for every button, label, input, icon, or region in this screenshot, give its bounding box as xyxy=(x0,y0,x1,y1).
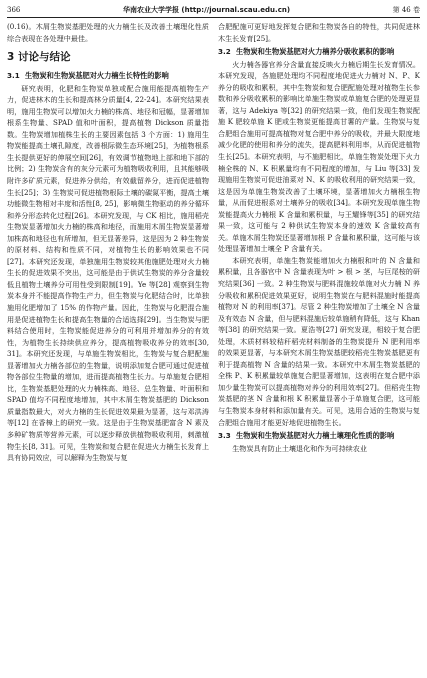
subsection-number: 3.1 xyxy=(7,71,20,81)
subsection-number: 3.2 xyxy=(218,47,231,57)
journal-title: 华南农业大学学报 (http://journal.scau.edu.cn) xyxy=(122,6,291,14)
body-paragraph: 研究表明，化肥和生物炭单独或配合施用能提高植物生产力，促进林木的生长和提高林分质量[4, 22-24]。本研究结果表明，施用生物炭可以增加火力楠的株高、地径和冠幅，显著增加根系生物量、SPAD 值和叶面积，提高植物 Dickson 质量指数。生物炭增加植株生长的主要因素包括 3 个方面：1) 施用生物炭能提高土壤孔隙度，改善根际微生态环境[25]，为植物根系生长提供更好的伸展空间[26]，有效调节植物地上部和地下部的比例；2) 生物炭含有的灰分元素可为植物吸收利用，且其能够吸附许多矿质元素，促进养分供给，有效截留养分，进而促进植物生长[25]；3) 生物炭可促进植物根际土壤的碳氮平衡，提高土壤功能微生物相对丰度和活性[8, 25]，影响微生物驱动的养分循环和养分形态转化过程[26]。本研究发现，与 CK 相比，施用稻壳生物炭显著增加火力楠的株高和地径，而施用木屑生物炭显著增加株高和地径也有所增加，但无显著差异，这是因为 2 种生物炭的原材料、结构和性质不同，对植物生长的影响效果也不同[27]。本研究还发现，单独施用生物炭较其他施肥处理对火力楠生长的促进效果不突出，这可能是由于供试生物炭的养分含量较低且植物土壤养分可用性受到限制[19]。Ye 等[28] 观察到生物炭本身并不能提高作物生产力，但生物炭与化肥结合时，比单独施用化肥增加了 15% 的作物产量。因此，生物炭与化肥混合施用是促进植物生长和提高生物量的合适选择[29]。当生物炭与肥料结合使用时，生物炭能促进养分的可利用并增加养分的有效性，为植物生长持续供应养分，提高植物吸收养分的效率[30, 31]。本研究还发现，与单施生物炭相比，生物炭与复合肥配施显著增加火力楠各部位的生物量，说明添加复合肥可通过促进植物各部位生物量的增加，进而提高植物生长力。与单施复合肥相比，生物炭基肥处理的火力楠株高、地径、总生物量、叶面积和 SPAD 值均不同程度地增加，其中木屑生物炭基肥的 Dickson 质量指数最大，对火力楠的生长促进效果最为显著，这与邓洪涛等[12] 在香樟上的研究一致。这是由于生物炭基肥富含 N 素及多种矿物质等营养元素，可以逐步释放供植物吸收利用，刺激植物生长[8, 31]。可见，生物炭和复合肥在促进火力楠生长发育上具有协同效应，可以解释为生物炭与复 xyxy=(7,83,209,463)
subsection-title: 生物炭和生物炭基肥对火力楠生长特性的影响 xyxy=(25,71,169,81)
subsection-heading-3-1 xyxy=(7,70,209,82)
volume-label: 第 46 卷 xyxy=(392,6,420,14)
right-column xyxy=(218,21,420,454)
header-rule xyxy=(7,17,420,18)
body-paragraph: 火力楠各器官养分含量直接反映火力楠后期生长发育情况。本研究发现，各施肥处理均不同程度地促进火力楠对 N、P、K 养分的吸收和累积，其中生物炭和复合肥配施处理对植物生长参数和养分吸收累积的影响比单施生物炭或单施复合肥的处理更显著，这与 Adekiya 等[32] 的研究结果一致，他们发现生物炭配施 K 肥较单施 K 肥或生物炭更能提高甘薯的产量。生物炭与复合肥组合施用可提高植物对复合肥中养分的吸收，并最大限度地减少化肥的使用和养分的流失，提高肥料利用率，从而促进植物生长[25]。本研究表明，与不施肥相比，单施生物炭处理下火力楠全株的 N、K 积累量均有不同程度的增加，与 Liu 等[33] 发现施用生物炭可促进油菜对 N、K 的吸收利用的研究结果一致，这是因为单施生物炭改善了土壤环境，显著增加火力楠根生物量，从而促进根系对土壤养分的吸收[34]。本研究发现单施生物炭能提高火力楠根 K 含量和累积量，与王耀锋等[35] 的研究结果一致，这可能与 2 种供试生物炭本身的速效 K 含量较高有关。单施木屑生物炭还显著增加根 P 含量和累积量，这可能与该处理显著增加土壤全 P 含量有关。 xyxy=(218,59,420,254)
subsection-title: 生物炭和生物炭基肥对火力楠土壤理化性质的影响 xyxy=(236,431,395,441)
left-column xyxy=(7,21,209,464)
section-title: 3 讨论与结论 xyxy=(7,51,71,64)
subsection-heading-3-3 xyxy=(218,430,420,442)
intro-paragraph: (0.16)。木屑生物炭基肥处理的火力楠生长及改善土壤理化性质综合表现在各处理中最佳。 xyxy=(7,22,209,43)
page-number: 366 xyxy=(7,6,21,14)
continuation-paragraph: 合肥配施可更好地发挥复合肥和生物炭各自的特性，共同促进林木生长发育[25]。 xyxy=(218,22,420,43)
subsection-title: 生物炭和生物炭基肥对火力楠养分吸收累积的影响 xyxy=(236,47,395,57)
body-paragraph: 本研究表明，单施生物炭能增加火力楠根和叶的 N 含量和累积量，且各器官中 N 含量表现为叶 > 根 > 茎，与巨尾桉的研究结果[36] 一致。2 种生物炭与肥料混施较单施对火力楠 N 养分吸收和累积促进效果更好，说明生物炭在与肥料混施时能提高植物对 N 的利用率[37]。尽管 2 种生物炭增加了土壤全 N 含量及有效态 N 含量，但与肥料混施后较单施稍有降低，这与 Khan 等[38] 的研究结果一致。夏浩等[27] 研究发现，相较于复合肥处理，木质材料较秸秆稻壳材料制备的生物炭提升 N 肥利用率的效果更显著，与本研究木屑生物炭基肥较稻壳生物炭基肥更有利于提高植物 N 含量的结果一致。本研究中木屑生物炭基肥的全株 P、K 积累量较单施复合肥显著增加，这表明在复合肥中添加少量生物炭可以提高植物对养分的利用效率[27]。但稻壳生物炭基肥的茎 N 含量和根 K 积累量显著小于单施复合肥，这可能与生物炭本身材料和添加量有关。可见，选用合适的生物炭与复合肥组合施用才能更好地促进植物生长。 xyxy=(218,255,420,427)
subsection-number: 3.3 xyxy=(218,431,231,441)
body-paragraph: 生物炭具有防止土壤退化和作为可持续农业 xyxy=(232,443,367,453)
subsection-heading-3-2 xyxy=(218,46,420,58)
running-header xyxy=(7,4,420,16)
